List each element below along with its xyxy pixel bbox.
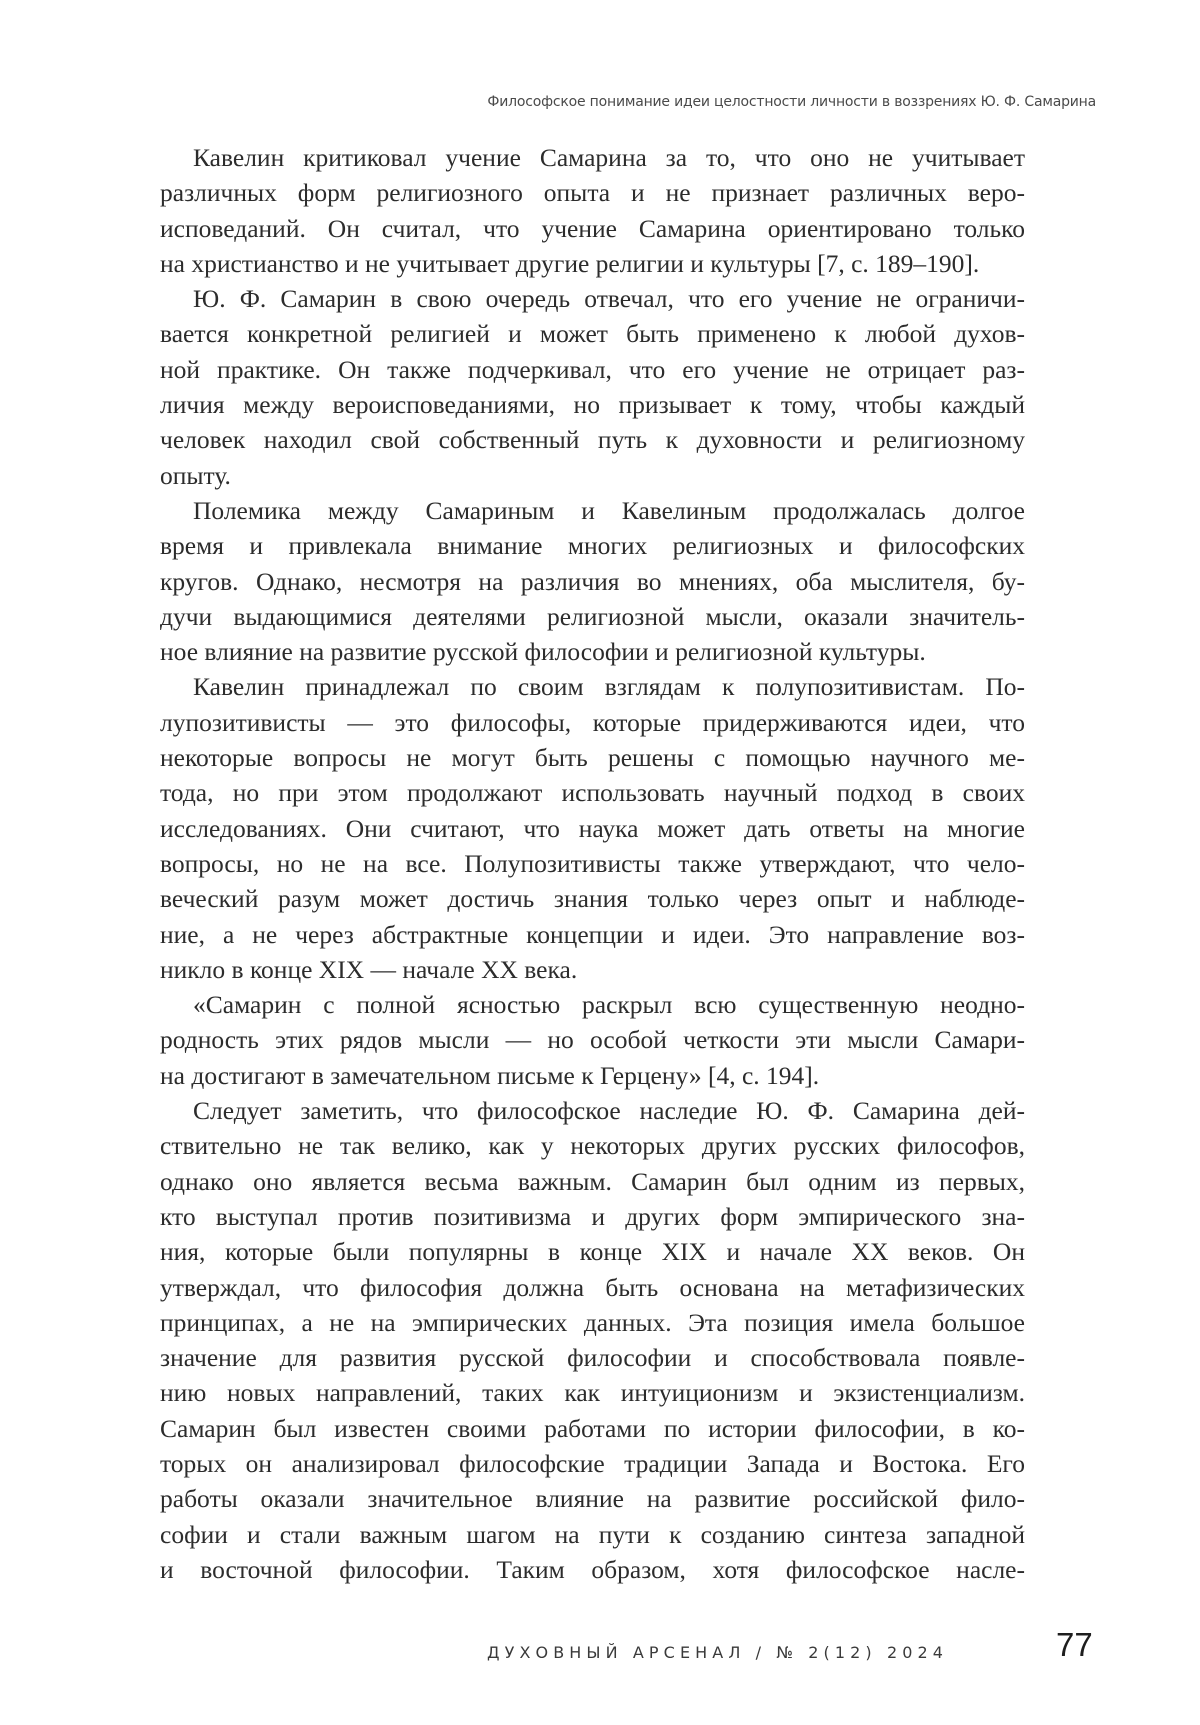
paragraph — [160, 281, 1025, 493]
text-line: личия между вероисповеданиями, но призывает к тому, чтобы каждый — [160, 387, 1025, 422]
text-line: Полемика между Самариным и Кавелиным продолжалась долгое — [160, 493, 1025, 528]
text-line: работы оказали значительное влияние на развитие российской фило- — [160, 1481, 1025, 1516]
text-line: на христианство и не учитывает другие религии и культуры [7, с. 189–190]. — [160, 246, 1025, 281]
text-line: ной практике. Он также подчеркивал, что его учение не отрицает раз- — [160, 352, 1025, 387]
article-body — [160, 140, 1025, 1587]
page-number: 77 — [1056, 1626, 1093, 1664]
text-line: Следует заметить, что философское наследие Ю. Ф. Самарина дей- — [160, 1093, 1025, 1128]
text-line: «Самарин с полной ясностью раскрыл всю существенную неодно- — [160, 987, 1025, 1022]
paragraph — [160, 493, 1025, 669]
paragraph — [160, 140, 1025, 281]
text-line: значение для развития русской философии и способствовала появле- — [160, 1340, 1025, 1375]
text-line: некоторые вопросы не могут быть решены с помощью научного ме- — [160, 740, 1025, 775]
text-line: дучи выдающимися деятелями религиозной мысли, оказали значитель- — [160, 599, 1025, 634]
text-line: вопросы, но не на все. Полупозитивисты также утверждают, что чело- — [160, 846, 1025, 881]
paragraph — [160, 669, 1025, 987]
text-line: торых он анализировал философские традиции Запада и Востока. Его — [160, 1446, 1025, 1481]
text-line: кругов. Однако, несмотря на различия во мнениях, оба мыслителя, бу- — [160, 564, 1025, 599]
text-line: софии и стали важным шагом на пути к созданию синтеза западной — [160, 1517, 1025, 1552]
text-line: утверждал, что философия должна быть основана на метафизических — [160, 1270, 1025, 1305]
text-line: вается конкретной религией и может быть применено к любой духов- — [160, 316, 1025, 351]
text-line: лупозитивисты — это философы, которые придерживаются идеи, что — [160, 705, 1025, 740]
text-line: принципах, а не на эмпирических данных. Эта позиция имела большое — [160, 1305, 1025, 1340]
text-line: Самарин был известен своими работами по истории философии, в ко- — [160, 1411, 1025, 1446]
text-line: человек находил свой собственный путь к духовности и религиозному — [160, 422, 1025, 457]
text-line: родность этих рядов мысли — но особой четкости эти мысли Самари- — [160, 1022, 1025, 1057]
footer-journal-issue: ДУХОВНЫЙ АРСЕНАЛ / № 2(12) 2024 — [487, 1643, 948, 1662]
text-line: и восточной философии. Таким образом, хотя философское насле- — [160, 1552, 1025, 1587]
text-line: на достигают в замечательном письме к Герцену» [4, с. 194]. — [160, 1058, 1025, 1093]
text-line: время и привлекала внимание многих религиозных и философских — [160, 528, 1025, 563]
text-line: Кавелин принадлежал по своим взглядам к полупозитивистам. По- — [160, 669, 1025, 704]
text-line: ния, которые были популярны в конце XIX и начале XX веков. Он — [160, 1234, 1025, 1269]
running-header-title: Философское понимание идеи целостности личности в воззрениях Ю. Ф. Самарина — [487, 94, 1096, 110]
text-line: исповеданий. Он считал, что учение Самарина ориентировано только — [160, 211, 1025, 246]
text-line: исследованиях. Они считают, что наука может дать ответы на многие — [160, 811, 1025, 846]
text-line: различных форм религиозного опыта и не признает различных веро- — [160, 175, 1025, 210]
text-line: веческий разум может достичь знания только через опыт и наблюде- — [160, 881, 1025, 916]
text-line: нию новых направлений, таких как интуиционизм и экзистенциализм. — [160, 1375, 1025, 1410]
text-line: Ю. Ф. Самарин в свою очередь отвечал, что его учение не ограничи- — [160, 281, 1025, 316]
text-line: однако оно является весьма важным. Самарин был одним из первых, — [160, 1164, 1025, 1199]
text-line: тода, но при этом продолжают использовать научный подход в своих — [160, 775, 1025, 810]
text-line: Кавелин критиковал учение Самарина за то, что оно не учитывает — [160, 140, 1025, 175]
paragraph — [160, 987, 1025, 1093]
text-line: ние, а не через абстрактные концепции и идеи. Это направление воз- — [160, 917, 1025, 952]
text-line: опыту. — [160, 458, 1025, 493]
text-line: кто выступал против позитивизма и других форм эмпирического зна- — [160, 1199, 1025, 1234]
paragraph — [160, 1093, 1025, 1587]
text-line: ное влияние на развитие русской философии и религиозной культуры. — [160, 634, 1025, 669]
text-line: никло в конце XIX — начале XX века. — [160, 952, 1025, 987]
text-line: ствительно не так велико, как у некоторых других русских философов, — [160, 1128, 1025, 1163]
